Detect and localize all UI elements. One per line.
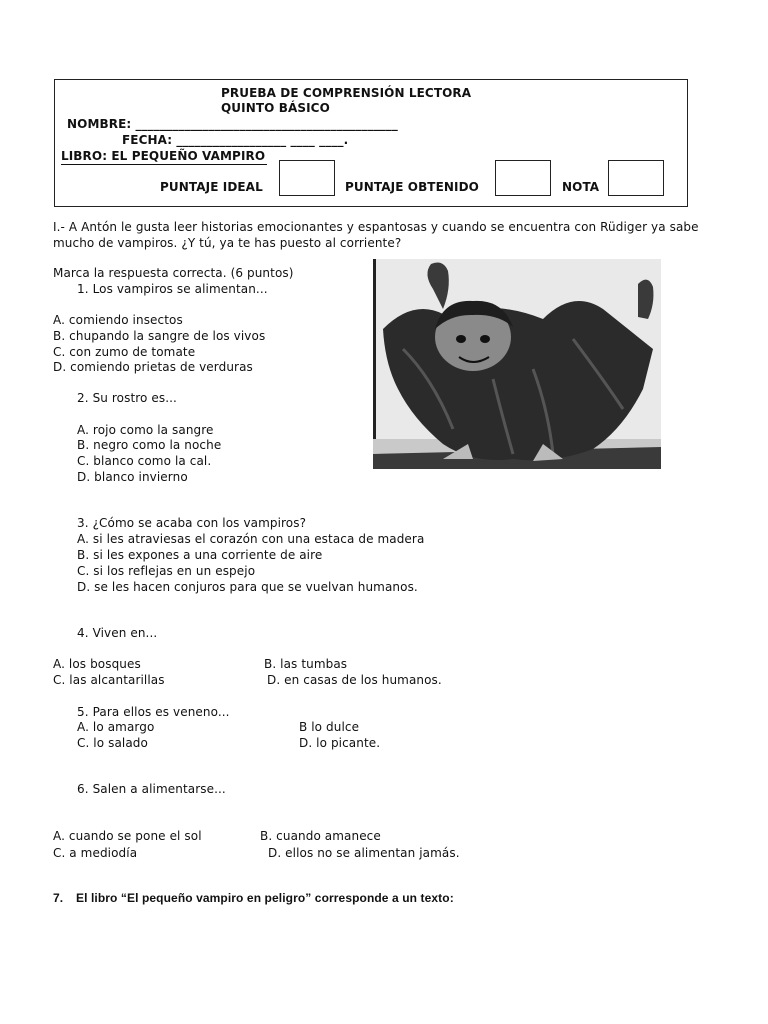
q3-option-b[interactable]: B. si les expones a una corriente de aire	[77, 548, 323, 562]
q2-option-a[interactable]: A. rojo como la sangre	[77, 423, 214, 437]
question-6: 6. Salen a alimentarse...	[77, 782, 226, 796]
q2-option-d[interactable]: D. blanco invierno	[77, 470, 188, 484]
vampire-illustration	[373, 259, 661, 469]
q5-option-a[interactable]: A. lo amargo	[77, 720, 155, 734]
q1-option-c[interactable]: C. con zumo de tomate	[53, 345, 196, 359]
q5-option-d[interactable]: D. lo picante.	[299, 736, 381, 750]
question-7-number: 7.	[53, 891, 64, 905]
grade-box[interactable]	[608, 160, 664, 196]
q5-option-b[interactable]: B lo dulce	[299, 720, 360, 734]
q4-option-a[interactable]: A. los bosques	[53, 657, 141, 671]
q6-option-b[interactable]: B. cuando amanece	[260, 829, 381, 843]
grade-label: NOTA	[562, 180, 600, 194]
q3-option-c[interactable]: C. si los reflejas en un espejo	[77, 564, 256, 578]
question-5: 5. Para ellos es veneno...	[77, 705, 230, 719]
date-field: FECHA: __________________ ____ ____.	[122, 133, 349, 147]
ideal-score-box[interactable]	[279, 160, 335, 196]
q4-option-d[interactable]: D. en casas de los humanos.	[267, 673, 442, 687]
q3-option-d[interactable]: D. se les hacen conjuros para que se vuelvan humanos.	[77, 580, 418, 594]
q2-option-c[interactable]: C. blanco como la cal.	[77, 454, 212, 468]
q1-option-b[interactable]: B. chupando la sangre de los vivos	[53, 329, 266, 343]
q4-option-c[interactable]: C. las alcantarillas	[53, 673, 165, 687]
q6-option-c[interactable]: C. a mediodía	[53, 846, 138, 860]
q3-option-a[interactable]: A. si les atraviesas el corazón con una estaca de madera	[77, 532, 425, 546]
question-7: El libro “El pequeño vampiro en peligro” corresponde a un texto:	[76, 891, 454, 905]
question-4: 4. Viven en...	[77, 626, 158, 640]
question-2: 2. Su rostro es...	[77, 391, 177, 405]
q1-option-d[interactable]: D. comiendo prietas de verduras	[53, 360, 253, 374]
question-1: 1. Los vampiros se alimentan...	[77, 282, 268, 296]
name-field: NOMBRE: ___________________________________________	[67, 117, 398, 131]
q4-option-b[interactable]: B. las tumbas	[264, 657, 348, 671]
obtained-score-label: PUNTAJE OBTENIDO	[345, 180, 479, 194]
q6-option-d[interactable]: D. ellos no se alimentan jamás.	[268, 846, 460, 860]
test-title: PRUEBA DE COMPRENSIÓN LECTORA	[221, 86, 472, 100]
obtained-score-box[interactable]	[495, 160, 551, 196]
q2-option-b[interactable]: B. negro como la noche	[77, 438, 222, 452]
intro-line-2: mucho de vampiros. ¿Y tú, ya te has puesto al corriente?	[53, 236, 402, 250]
q6-option-a[interactable]: A. cuando se pone el sol	[53, 829, 202, 843]
ideal-score-label: PUNTAJE IDEAL	[160, 180, 263, 194]
intro-line-1: I.- A Antón le gusta leer historias emocionantes y espantosas y cuando se encuentra con Rüdiger ya sabe	[53, 220, 699, 234]
q1-option-a[interactable]: A. comiendo insectos	[53, 313, 183, 327]
grade-title: QUINTO BÁSICO	[221, 101, 330, 115]
question-3: 3. ¿Cómo se acaba con los vampiros?	[77, 516, 307, 530]
instruction: Marca la respuesta correcta. (6 puntos)	[53, 266, 294, 280]
q5-option-c[interactable]: C. lo salado	[77, 736, 148, 750]
book-label: LIBRO: EL PEQUEÑO VAMPIRO	[61, 149, 266, 163]
